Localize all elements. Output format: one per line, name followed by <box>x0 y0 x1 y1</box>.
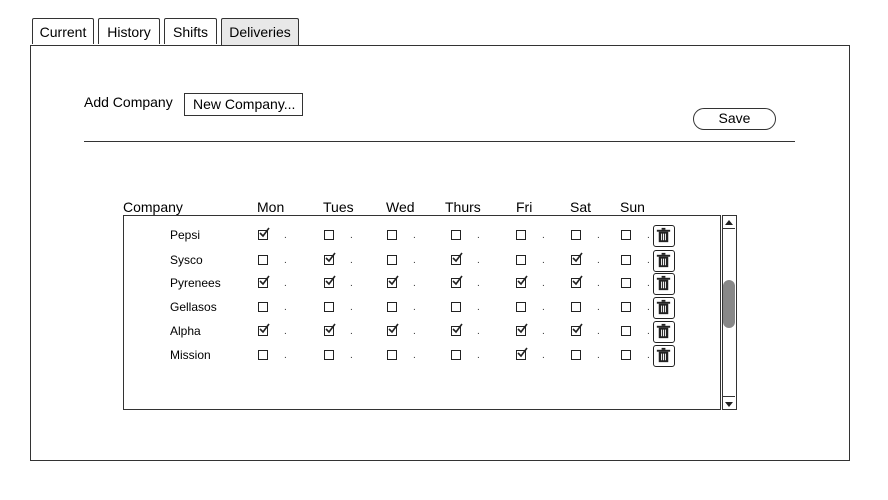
checkbox-mon[interactable] <box>258 350 268 360</box>
company-name: Gellasos <box>170 300 217 314</box>
separator-dot: . <box>542 230 545 241</box>
checkbox-sun[interactable] <box>621 230 631 240</box>
checkbox-mon[interactable] <box>258 326 268 336</box>
trash-icon <box>654 257 673 274</box>
checkbox-sat[interactable] <box>571 350 581 360</box>
separator-dot: . <box>413 302 416 313</box>
separator-dot: . <box>284 326 287 337</box>
checkbox-mon[interactable] <box>258 278 268 288</box>
checkbox-tues[interactable] <box>324 326 334 336</box>
checkbox-wed[interactable] <box>387 350 397 360</box>
separator-dot: . <box>413 326 416 337</box>
checkbox-sat[interactable] <box>571 326 581 336</box>
checkbox-wed[interactable] <box>387 230 397 240</box>
separator-dot: . <box>647 350 650 361</box>
tab-history[interactable]: History <box>98 18 160 44</box>
separator-dot: . <box>350 302 353 313</box>
separator-dot: . <box>413 230 416 241</box>
checkbox-thurs[interactable] <box>451 255 461 265</box>
checkbox-tues[interactable] <box>324 278 334 288</box>
checkbox-thurs[interactable] <box>451 230 461 240</box>
save-button[interactable]: Save <box>693 108 776 130</box>
table-row <box>0 321 888 343</box>
separator-dot: . <box>350 278 353 289</box>
add-company-label: Add Company <box>84 94 173 110</box>
checkbox-sun[interactable] <box>621 255 631 265</box>
separator-dot: . <box>350 255 353 266</box>
checkbox-wed[interactable] <box>387 255 397 265</box>
checkbox-fri[interactable] <box>516 230 526 240</box>
checkbox-tues[interactable] <box>324 302 334 312</box>
separator-dot: . <box>542 255 545 266</box>
separator-dot: . <box>647 255 650 266</box>
separator-dot: . <box>477 302 480 313</box>
checkbox-fri[interactable] <box>516 326 526 336</box>
table-row <box>0 225 888 247</box>
trash-icon <box>654 304 673 321</box>
trash-icon <box>654 232 673 249</box>
company-name: Alpha <box>170 324 201 338</box>
separator-dot: . <box>542 350 545 361</box>
scroll-down-button[interactable] <box>723 396 735 409</box>
new-company-input[interactable]: New Company... <box>184 93 303 116</box>
checkbox-tues[interactable] <box>324 255 334 265</box>
separator-dot: . <box>597 255 600 266</box>
day-header-thurs: Thurs <box>445 199 481 215</box>
checkbox-sun[interactable] <box>621 278 631 288</box>
checkbox-wed[interactable] <box>387 302 397 312</box>
checkbox-thurs[interactable] <box>451 350 461 360</box>
separator-dot: . <box>597 230 600 241</box>
delete-company-button[interactable] <box>653 321 675 343</box>
trash-icon <box>654 352 673 369</box>
delete-company-button[interactable] <box>653 225 675 247</box>
scroll-up-button[interactable] <box>723 216 735 229</box>
company-name: Mission <box>170 348 211 362</box>
separator-dot: . <box>284 230 287 241</box>
company-name: Pyrenees <box>170 276 221 290</box>
company-name: Pepsi <box>170 228 201 242</box>
checkbox-fri[interactable] <box>516 350 526 360</box>
separator-dot: . <box>542 326 545 337</box>
checkbox-thurs[interactable] <box>451 326 461 336</box>
delete-company-button[interactable] <box>653 273 675 295</box>
checkbox-tues[interactable] <box>324 230 334 240</box>
separator-dot: . <box>597 326 600 337</box>
triangle-up-icon <box>723 217 735 229</box>
separator-dot: . <box>477 350 480 361</box>
tab-current[interactable]: Current <box>32 18 94 44</box>
checkbox-sat[interactable] <box>571 255 581 265</box>
table-row <box>0 297 888 319</box>
checkbox-sat[interactable] <box>571 278 581 288</box>
separator-dot: . <box>477 230 480 241</box>
separator-dot: . <box>477 278 480 289</box>
checkbox-thurs[interactable] <box>451 278 461 288</box>
separator-dot: . <box>350 230 353 241</box>
company-column-header: Company <box>123 199 183 215</box>
separator-dot: . <box>413 350 416 361</box>
table-row <box>0 345 888 367</box>
day-header-mon: Mon <box>257 199 285 215</box>
table-row <box>0 273 888 295</box>
separator-dot: . <box>413 255 416 266</box>
checkbox-sat[interactable] <box>571 230 581 240</box>
checkbox-sun[interactable] <box>621 326 631 336</box>
separator-dot: . <box>597 302 600 313</box>
separator-dot: . <box>477 326 480 337</box>
checkbox-wed[interactable] <box>387 278 397 288</box>
day-header-sat: Sat <box>570 199 592 215</box>
checkbox-mon[interactable] <box>258 255 268 265</box>
checkbox-sun[interactable] <box>621 350 631 360</box>
checkbox-tues[interactable] <box>324 350 334 360</box>
scroll-thumb[interactable] <box>723 280 735 328</box>
checkbox-thurs[interactable] <box>451 302 461 312</box>
separator-dot: . <box>647 326 650 337</box>
checkbox-mon[interactable] <box>258 302 268 312</box>
separator-dot: . <box>597 350 600 361</box>
separator-dot: . <box>413 278 416 289</box>
separator-dot: . <box>597 278 600 289</box>
delete-company-button[interactable] <box>653 297 675 319</box>
table-row <box>0 250 888 272</box>
day-header-sun: Sun <box>620 199 645 215</box>
checkbox-fri[interactable] <box>516 302 526 312</box>
day-header-tues: Tues <box>323 199 354 215</box>
checkbox-fri[interactable] <box>516 255 526 265</box>
checkbox-fri[interactable] <box>516 278 526 288</box>
delete-company-button[interactable] <box>653 250 675 272</box>
separator-dot: . <box>350 350 353 361</box>
separator-dot: . <box>542 302 545 313</box>
vertical-scrollbar[interactable] <box>722 215 737 410</box>
triangle-down-icon <box>723 398 735 410</box>
day-header-wed: Wed <box>386 199 415 215</box>
separator-dot: . <box>647 302 650 313</box>
separator-dot: . <box>647 230 650 241</box>
delete-company-button[interactable] <box>653 345 675 367</box>
checkbox-mon[interactable] <box>258 230 268 240</box>
separator-dot: . <box>542 278 545 289</box>
checkbox-sun[interactable] <box>621 302 631 312</box>
tab-shifts[interactable]: Shifts <box>164 18 217 44</box>
separator-dot: . <box>284 350 287 361</box>
checkbox-sat[interactable] <box>571 302 581 312</box>
separator-dot: . <box>284 302 287 313</box>
divider <box>84 141 795 142</box>
separator-dot: . <box>477 255 480 266</box>
separator-dot: . <box>284 278 287 289</box>
day-header-fri: Fri <box>516 199 533 215</box>
company-name: Sysco <box>170 253 203 267</box>
checkbox-wed[interactable] <box>387 326 397 336</box>
trash-icon <box>654 280 673 297</box>
separator-dot: . <box>284 255 287 266</box>
tab-deliveries[interactable]: Deliveries <box>221 18 299 45</box>
trash-icon <box>654 328 673 345</box>
separator-dot: . <box>647 278 650 289</box>
separator-dot: . <box>350 326 353 337</box>
